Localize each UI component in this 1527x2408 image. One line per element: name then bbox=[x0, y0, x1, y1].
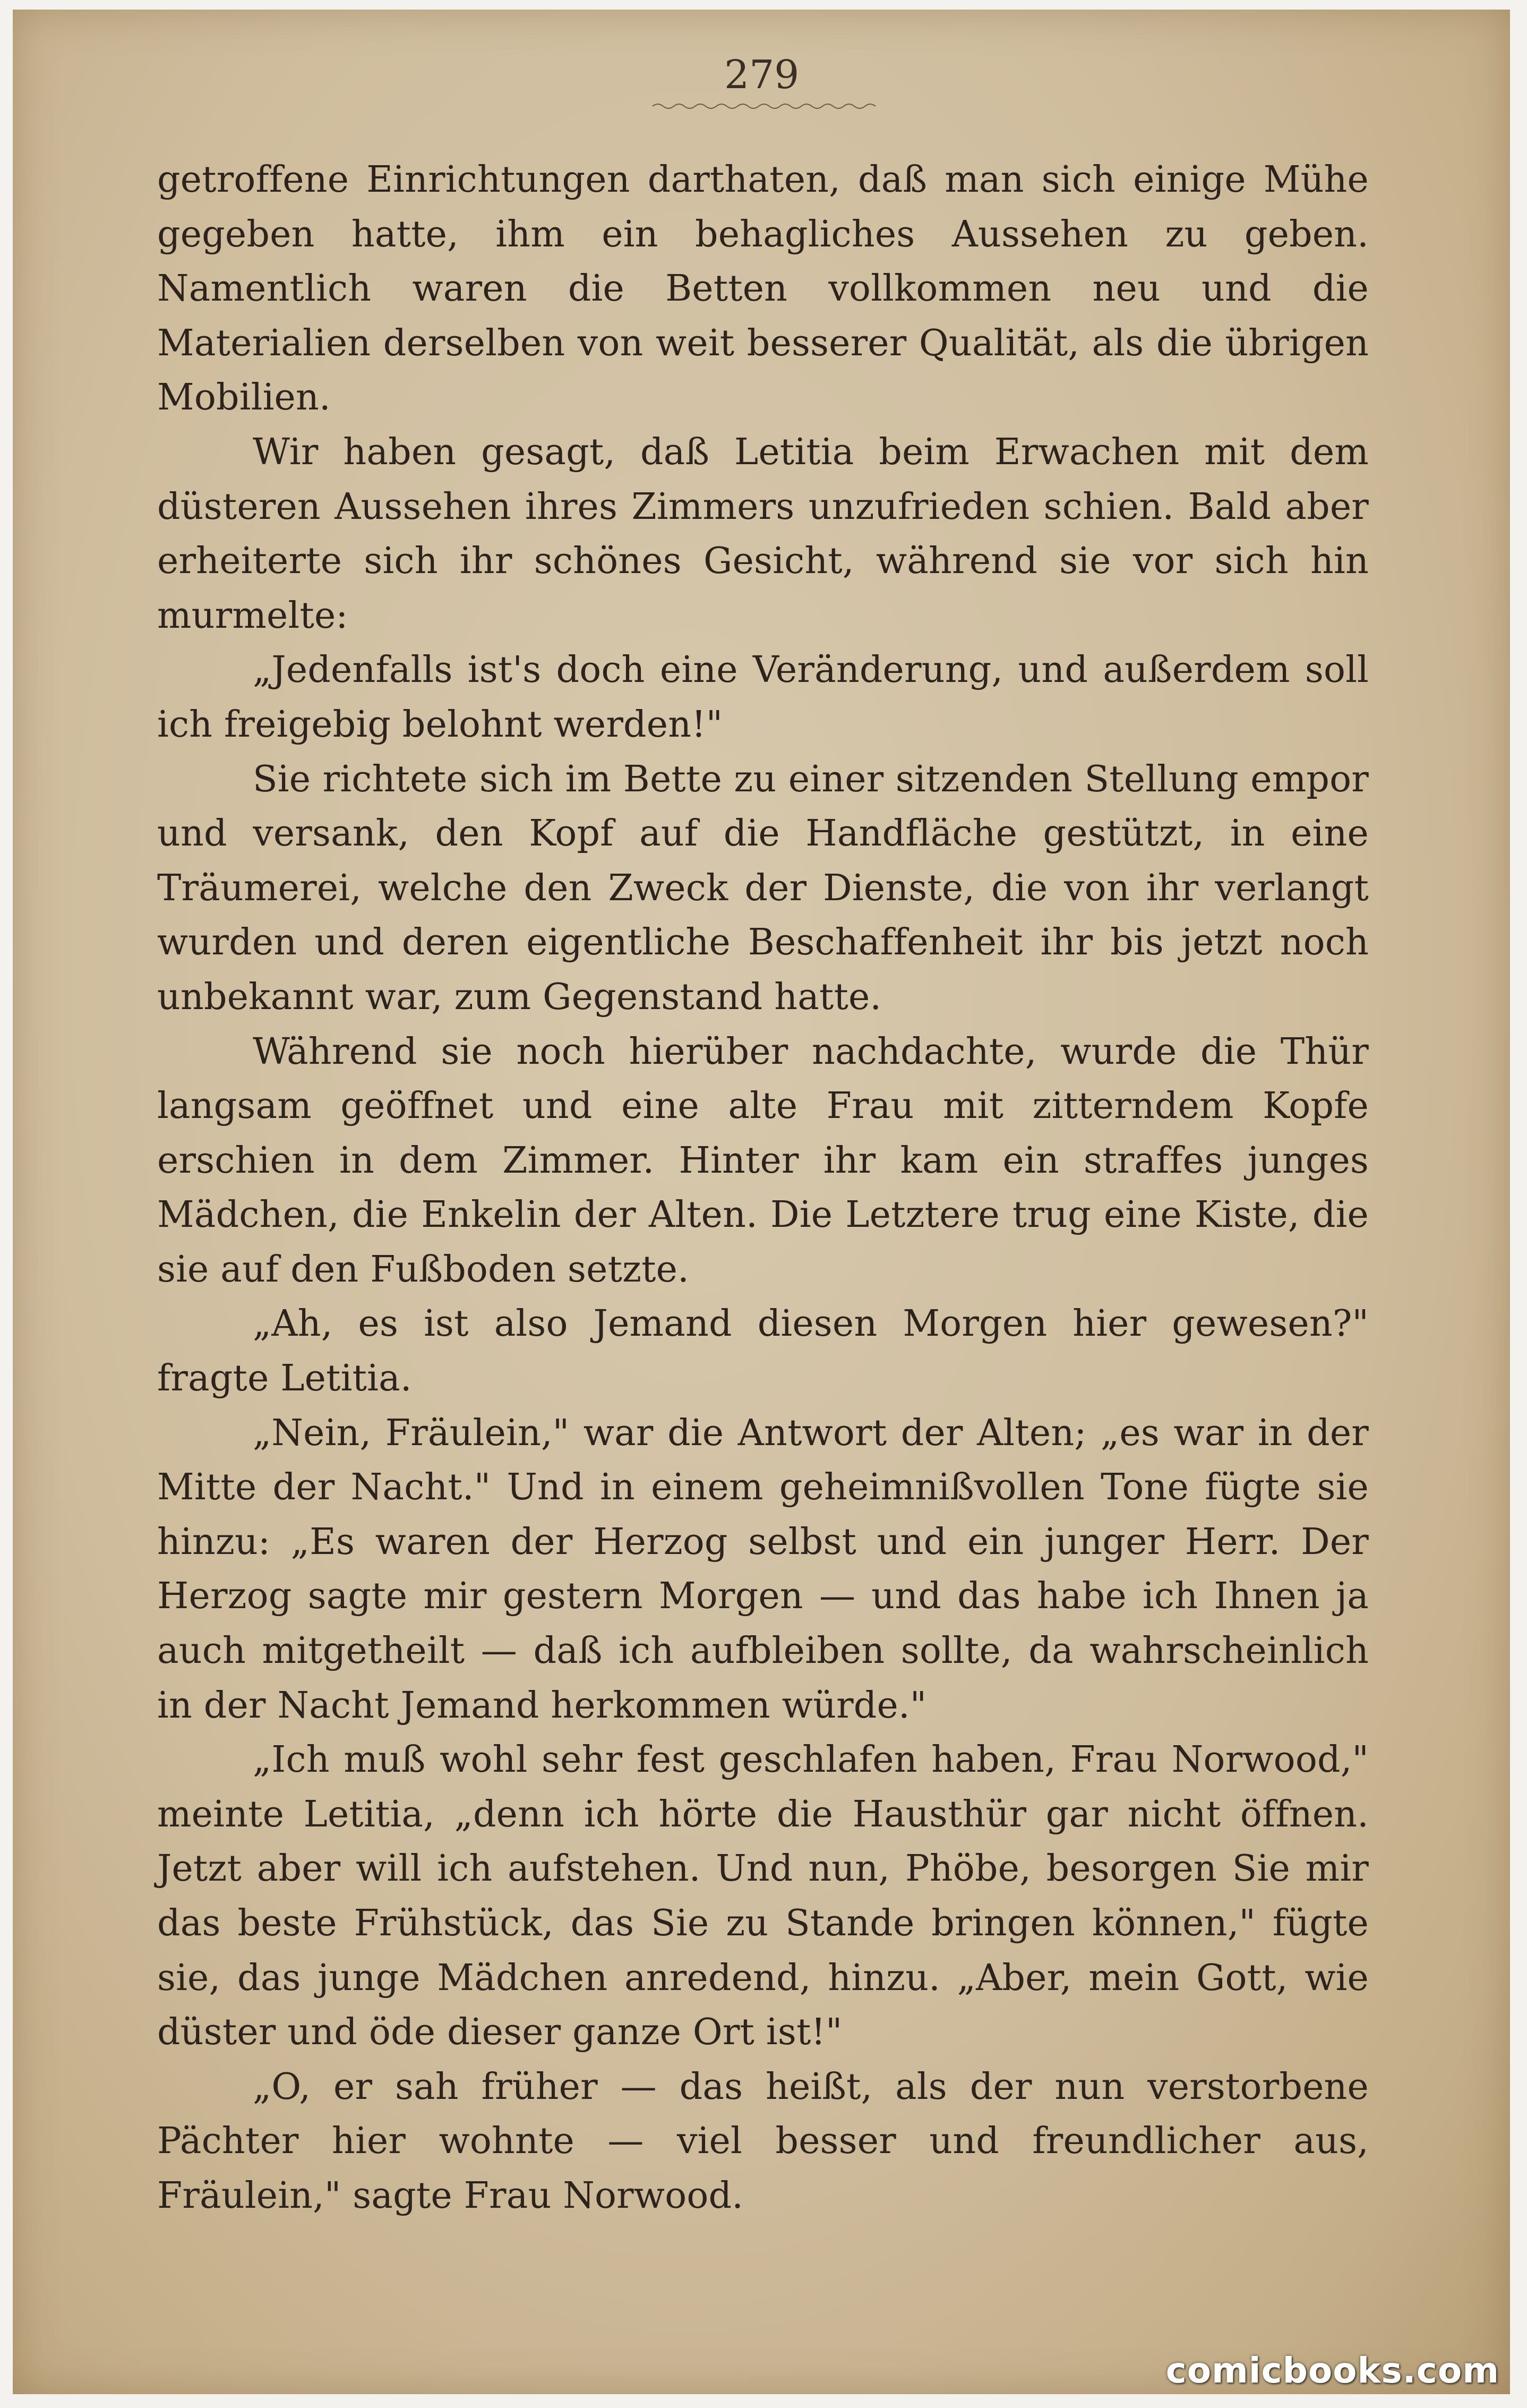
paragraph-7: „Nein, Fräulein," war die Antwort der Alten; „es war in der Mitte der Nacht." Und in einem geheimnißvollen Tone fügte sie hinzu: „Es waren der Herzog selbst und ein junger Herr. Der Herzog sagte mir gestern Morgen — und das habe ich Ihnen ja auch mitgetheilt — daß ich aufbleiben sollte, da wahrscheinlich in der Nacht Jemand herkommen würde." bbox=[157, 1412, 1369, 1727]
paragraph-8: „Ich muß wohl sehr fest geschlafen haben, Frau Norwood," meinte Letitia, „denn ich hörte die Hausthür gar nicht öffnen. Jetzt aber will ich aufstehen. Und nun, Phöbe, besorgen Sie mir das beste Frühstück, das Sie zu Stande bringen können," fügte sie, das junge Mädchen anredend, hinzu. „Aber, mein Gott, wie düster und öde dieser ganze Ort ist!" bbox=[157, 1739, 1369, 2054]
paragraph-2: Wir haben gesagt, daß Letitia beim Erwachen mit dem düsteren Aussehen ihres Zimmers unzufrieden schien. Bald aber erheiterte sich ihr schönes Gesicht, während sie vor sich hin murmelte: bbox=[157, 431, 1369, 637]
paragraph-9: „O, er sah früher — das heißt, als der nun verstorbene Pächter hier wohnte — viel besser und freundlicher aus, Fräulein," sagte Frau Norwood. bbox=[157, 2065, 1369, 2217]
paragraph-5: Während sie noch hierüber nachdachte, wurde die Thür langsam geöffnet und eine alte Frau mit zitterndem Kopfe erschien in dem Zimmer. Hinter ihr kam ein straffes junges Mädchen, die Enkelin der Alten. Die Letztere trug eine Kiste, die sie auf den Fußboden setzte. bbox=[157, 1030, 1369, 1291]
book-page bbox=[13, 10, 1510, 2394]
paragraph-3: „Jedenfalls ist's doch eine Veränderung, und außerdem soll ich freigebig belohnt werden!" bbox=[157, 649, 1369, 746]
ornament-rule bbox=[650, 101, 878, 112]
paragraph-6: „Ah, es ist also Jemand diesen Morgen hier gewesen?" fragte Letitia. bbox=[157, 1303, 1369, 1400]
page-number: 279 bbox=[724, 52, 800, 98]
body-text bbox=[157, 153, 1369, 2224]
paragraph-4: Sie richtete sich im Bette zu einer sitzenden Stellung empor und versank, den Kopf auf die Handfläche gestützt, in eine Träumerei, welche den Zweck der Dienste, die von ihr verlangt wurden und deren eigentliche Beschaffenheit ihr bis jetzt noch unbekannt war, zum Gegenstand hatte. bbox=[157, 758, 1369, 1018]
paragraph-1: getroffene Einrichtungen darthaten, daß man sich einige Mühe gegeben hatte, ihm ein behagliches Aussehen zu geben. Namentlich waren die Betten vollkommen neu und die Materialien derselben von weit besserer Qualität, als die übrigen Mobilien. bbox=[157, 159, 1369, 419]
site-watermark: comicbooks.com bbox=[1165, 2350, 1499, 2391]
